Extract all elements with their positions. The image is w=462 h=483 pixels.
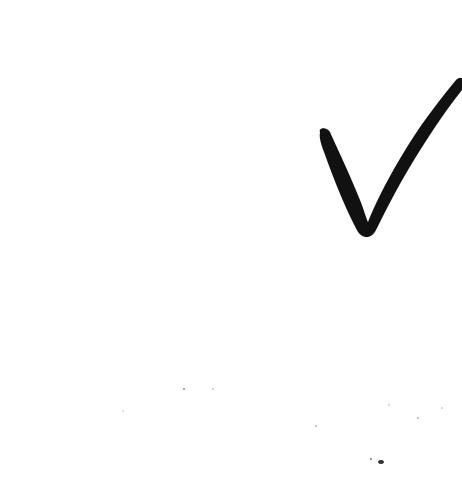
- speck: [122, 410, 123, 411]
- speck: [183, 388, 185, 390]
- speck: [417, 417, 419, 419]
- speck: [315, 425, 317, 427]
- speck: [212, 388, 214, 390]
- speck: [378, 460, 384, 464]
- speck: [370, 458, 372, 460]
- speck: [441, 407, 443, 409]
- speck: [388, 404, 390, 406]
